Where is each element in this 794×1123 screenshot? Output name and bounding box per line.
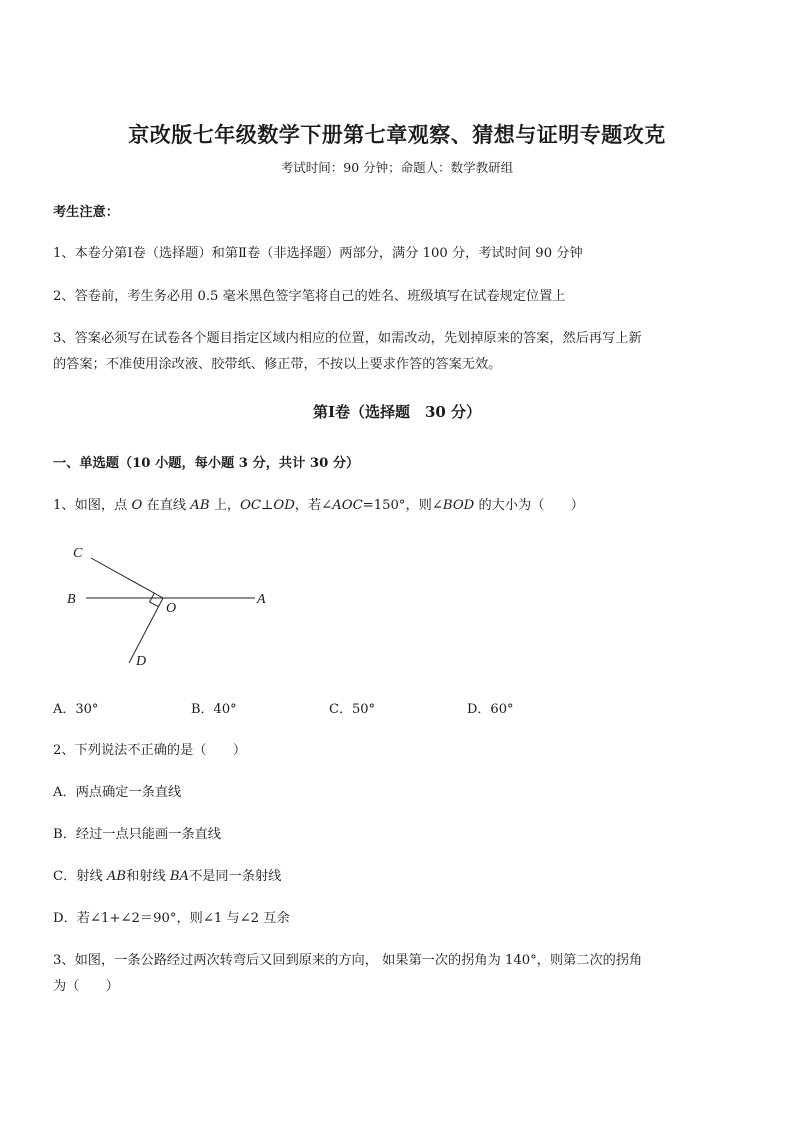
notice-item-3-continued: 的答案；不准使用涂改液、胶带纸、修正带，不按以上要求作答的答案无效。 (53, 357, 502, 372)
part-title: 一、单选题（10 小题，每小题 3 分，共计 30 分） (53, 456, 360, 471)
notice-item-2: 2、答卷前，考生务必用 0.5 毫米黑色签字笔将自己的姓名、班级填写在试卷规定位置上 (53, 289, 566, 304)
document-title: 京改版七年级数学下册第七章观察、猜想与证明专题攻克 (128, 122, 666, 147)
q1-option-d[interactable]: D．60° (467, 702, 514, 717)
question-3-stem: 3、如图，一条公路经过两次转弯后又回到原来的方向， 如果第一次的拐角为 140°，则第二次的拐角 (53, 953, 643, 968)
q2-option-a[interactable]: A．两点确定一条直线 (53, 785, 182, 800)
label-d: D (136, 654, 147, 669)
question-2-stem: 2、下列说法不正确的是（ ） (53, 743, 247, 758)
q1-option-a[interactable]: A．30° (53, 702, 99, 717)
label-c: C (73, 546, 83, 561)
q2-option-c[interactable]: C．射线 AB和射线 BA不是同一条射线 (53, 869, 282, 884)
q1-option-b[interactable]: B．40° (191, 702, 237, 717)
question-1-figure (0, 530, 300, 675)
q1-option-c[interactable]: C．50° (329, 702, 375, 717)
notice-item-3: 3、答案必须写在试卷各个题目指定区域内相应的位置，如需改动，先划掉原来的答案，然后再写上新 (53, 331, 642, 346)
question-3-stem-continued: 为（ ） (53, 979, 119, 994)
label-o: O (166, 601, 177, 616)
section-title: 第Ⅰ卷（选择题 30 分） (312, 403, 482, 421)
ray-oc (91, 558, 163, 598)
notice-heading: 考生注意： (53, 205, 119, 220)
q2-option-b[interactable]: B．经过一点只能画一条直线 (53, 827, 221, 842)
exam-info: 考试时间：90 分钟；命题人：数学教研组 (280, 160, 514, 175)
label-a: A (257, 592, 266, 607)
q2-option-d[interactable]: D．若∠1+∠2＝90°，则∠1 与∠2 互余 (53, 911, 290, 926)
question-1-stem: 1、如图，点 O 在直线 AB 上，OC⊥OD，若∠AOC=150°，则∠BOD 的大小为（ ） (53, 498, 584, 513)
label-b: B (67, 592, 76, 607)
notice-item-1: 1、本卷分第Ⅰ卷（选择题）和第Ⅱ卷（非选择题）两部分，满分 100 分，考试时间 90 分钟 (53, 246, 583, 261)
